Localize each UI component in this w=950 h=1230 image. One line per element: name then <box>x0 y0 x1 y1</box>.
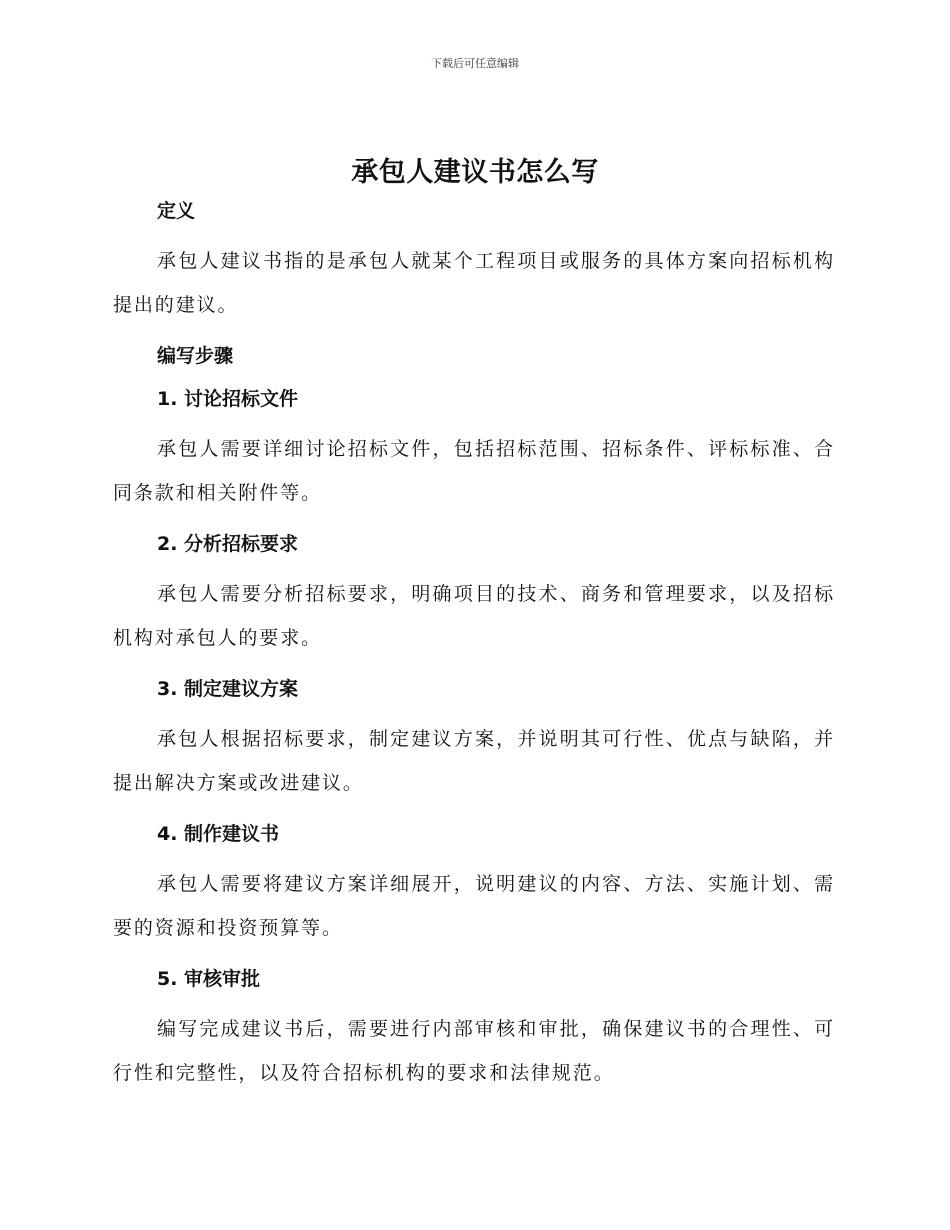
section-heading-step-3: 3. 制定建议方案 <box>157 678 299 700</box>
section-paragraph-step-2: 承包人需要分析招标要求，明确项目的技术、商务和管理要求，以及招标机构对承包人的要求。 <box>113 583 835 649</box>
section-heading-step-2: 2. 分析招标要求 <box>157 533 299 555</box>
section-paragraph-definition: 承包人建议书指的是承包人就某个工程项目或服务的具体方案向招标机构提出的建议。 <box>113 250 835 316</box>
document-body <box>113 192 835 1109</box>
header-note: 下载后可任意编辑 <box>431 57 519 70</box>
section-heading-step-1: 1. 讨论招标文件 <box>157 388 299 410</box>
document-title: 承包人建议书怎么写 <box>351 157 599 188</box>
section-paragraph-step-1: 承包人需要详细讨论招标文件，包括招标范围、招标条件、评标标准、合同条款和相关附件等。 <box>113 438 835 504</box>
section-heading-step-5: 5. 审核审批 <box>157 968 261 990</box>
section-paragraph-step-4: 承包人需要将建议方案详细展开，说明建议的内容、方法、实施计划、需要的资源和投资预算等。 <box>113 873 835 939</box>
section-heading-definition: 定义 <box>157 200 196 222</box>
section-heading-step-4: 4. 制作建议书 <box>157 823 280 845</box>
section-paragraph-step-3: 承包人根据招标要求，制定建议方案，并说明其可行性、优点与缺陷，并提出解决方案或改进建议。 <box>113 728 835 794</box>
section-paragraph-step-5: 编写完成建议书后，需要进行内部审核和审批，确保建议书的合理性、可行性和完整性，以及符合招标机构的要求和法律规范。 <box>113 1018 835 1084</box>
section-heading-steps: 编写步骤 <box>157 345 234 367</box>
